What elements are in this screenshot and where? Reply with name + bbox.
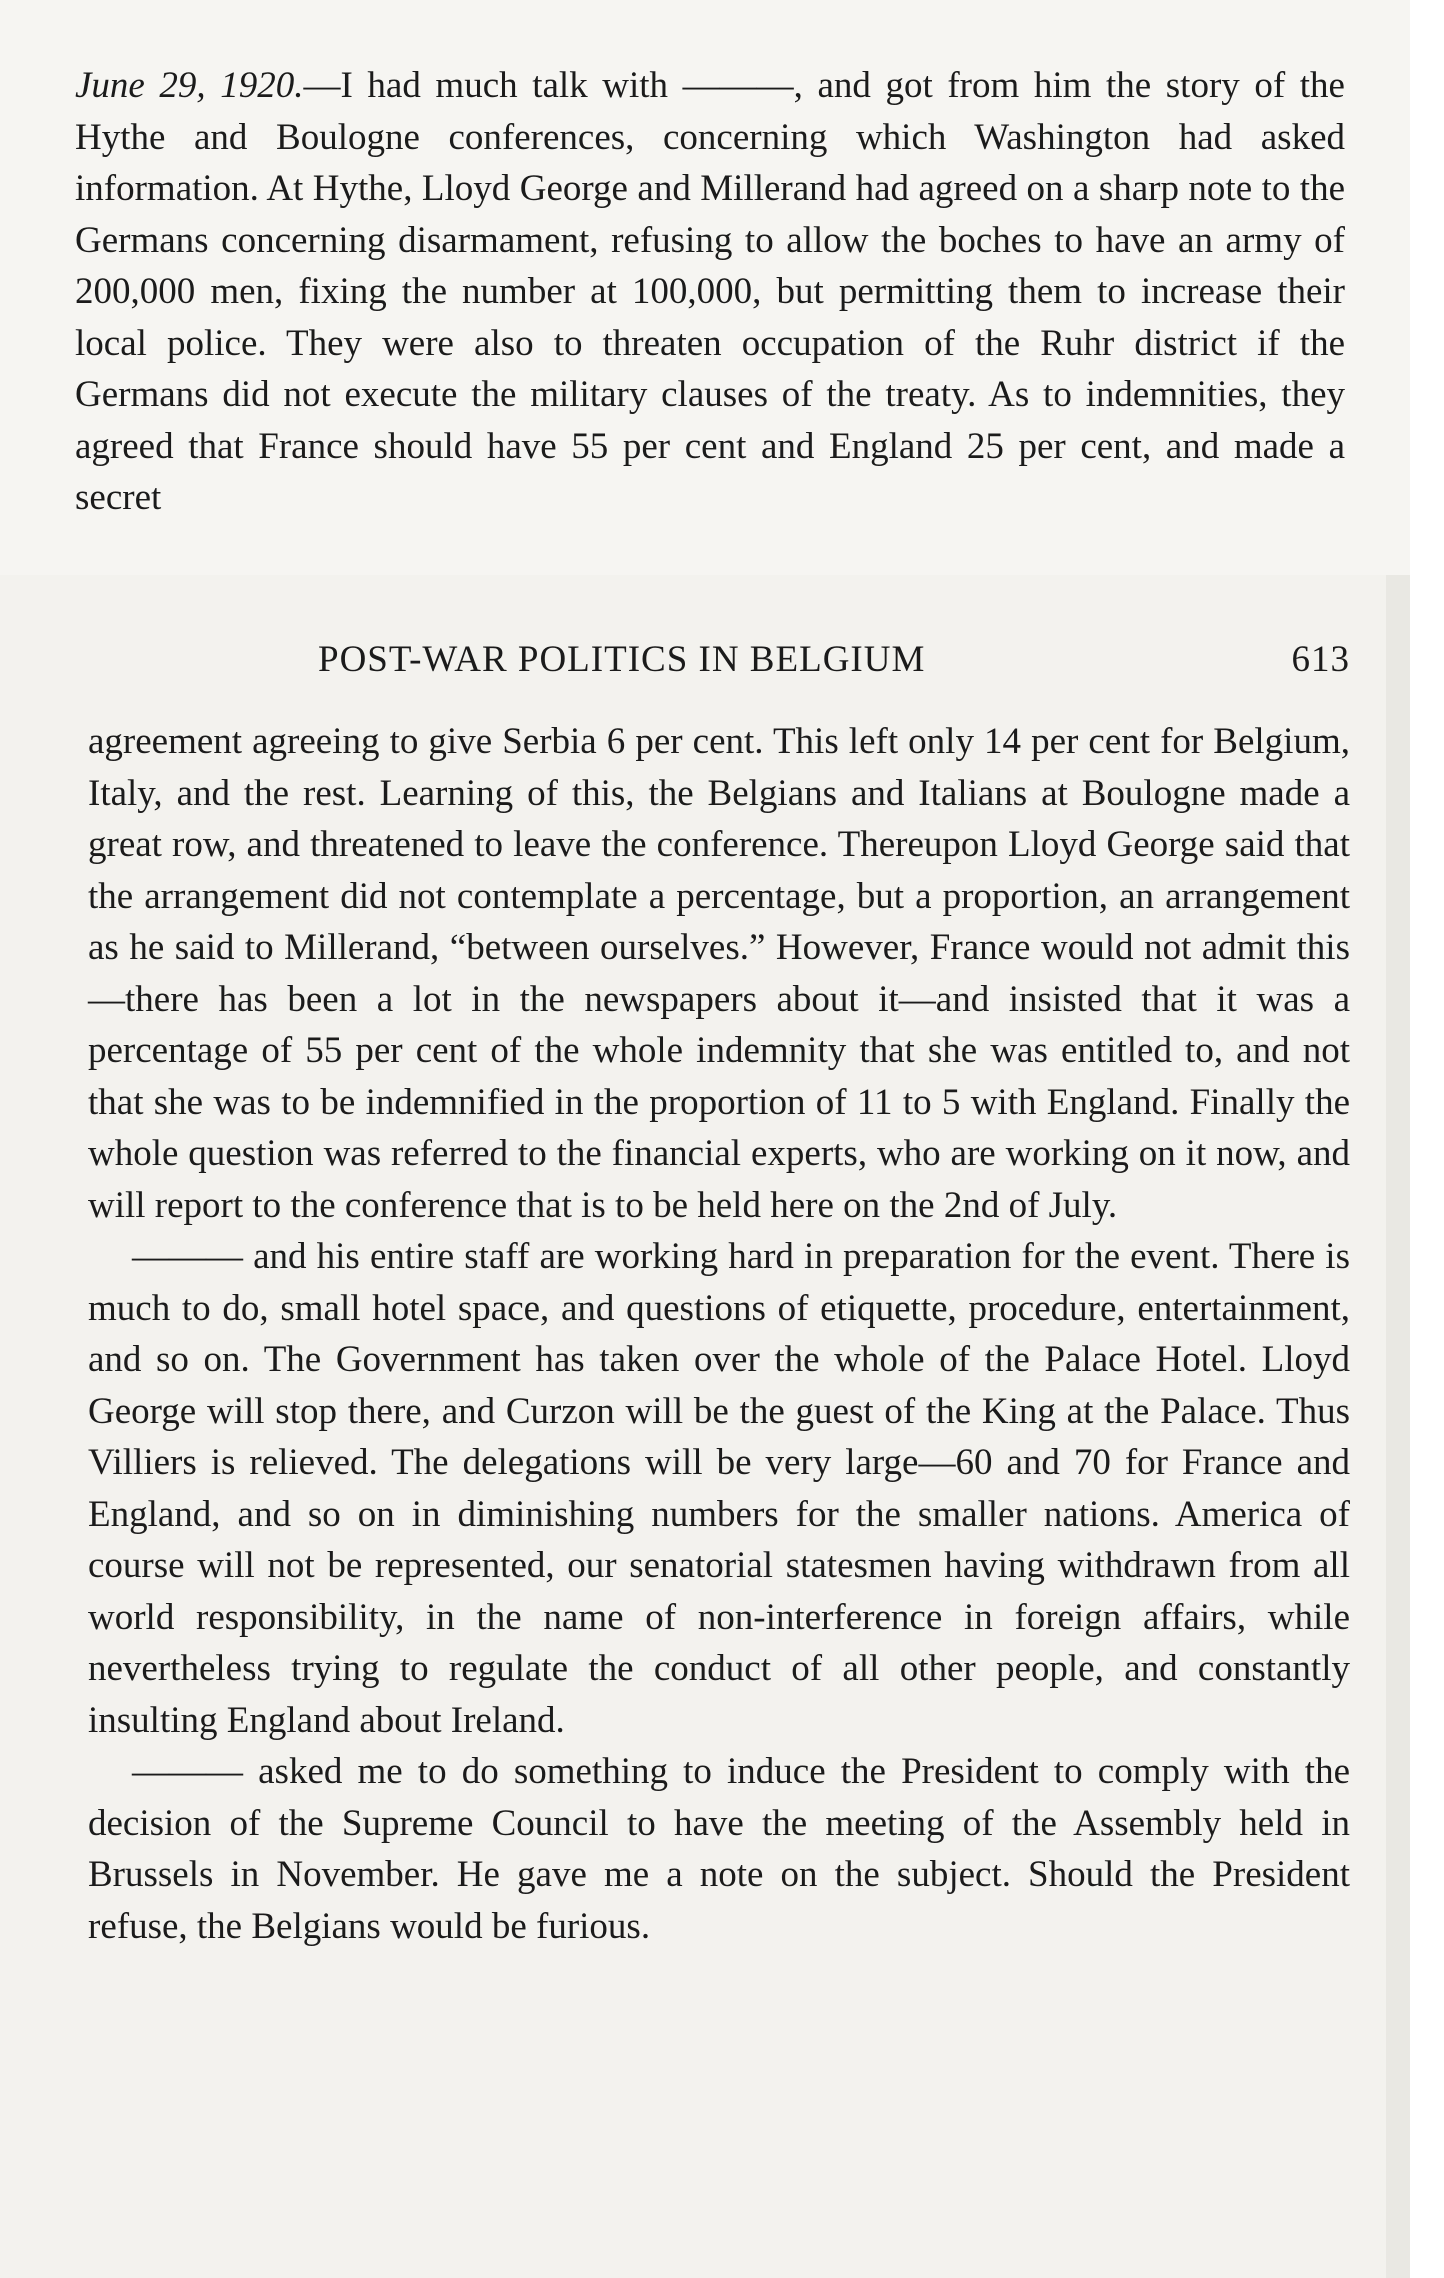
entry-dateline: June 29, 1920. — [75, 65, 304, 106]
dated-entry-paragraph — [75, 60, 1345, 524]
body-paragraph-2: ——— and his entire staff are working hard in preparation for the event. There is much to do, small hotel space, and questions of etiquette, procedure, entertainment, and so on. The Government has taken over the whole of the Palace Hotel. Lloyd George will stop there, and Curzon will be the guest of the King at the Palace. Thus Villiers is relieved. The delegations will be very large—60 and 70 for France and England, and so on in diminishing numbers for the smaller nations. America of course will not be represented, our senatorial statesmen having withdrawn from all world responsibility, in the name of non-interference in foreign affairs, while nevertheless trying to regulate the conduct of all other people, and constantly insulting England about Ireland. — [88, 1236, 1350, 1741]
page-body — [88, 716, 1350, 1952]
body-paragraph-1: agreement agreeing to give Serbia 6 per cent. This left only 14 per cent for Belgium, Italy, and the rest. Learning of this, the Belgians and Italians at Boulogne made a great row, and threatened to leave the conference. Thereupon Lloyd George said that the arrangement did not contemplate a percentage, but a proportion, an arrangement as he said to Millerand, “between ourselves.” However, France would not admit this—there has been a lot in the newspapers about it—and insisted that it was a percentage of 55 per cent of the whole indemnity that she was entitled to, and not that she was to be indemnified in the proportion of 11 to 5 with England. Finally the whole question was referred to the financial experts, who are working on it now, and will report to the conference that is to be held here on the 2nd of July. — [88, 721, 1350, 1226]
previous-page-text — [75, 60, 1345, 524]
running-head — [318, 638, 1350, 688]
body-paragraph-3: ——— asked me to do something to induce the President to comply with the decision of the Supreme Council to have the meeting of the Assembly held in Brussels in November. He gave me a note on the subject. Should the President refuse, the Belgians would be furious. — [88, 1751, 1350, 1947]
chapter-title: POST-WAR POLITICS IN BELGIUM — [318, 639, 926, 680]
page-edge-shadow — [1386, 575, 1410, 2278]
entry-text: —I had much talk with ———, and got from him the story of the Hythe and Boulogne conferences, concerning which Washington had asked information. At Hythe, Lloyd George and Millerand had agreed on a sharp note to the Germans concerning disarmament, refusing to allow the boches to have an army of 200,000 men, fixing the number at 100,000, but permitting them to increase their local police. They were also to threaten occupation of the Ruhr district if the Germans did not execute the military clauses of the treaty. As to indemnities, they agreed that France should have 55 per cent and England 25 per cent, and made a secret — [75, 65, 1345, 518]
page-number: 613 — [1291, 639, 1350, 680]
